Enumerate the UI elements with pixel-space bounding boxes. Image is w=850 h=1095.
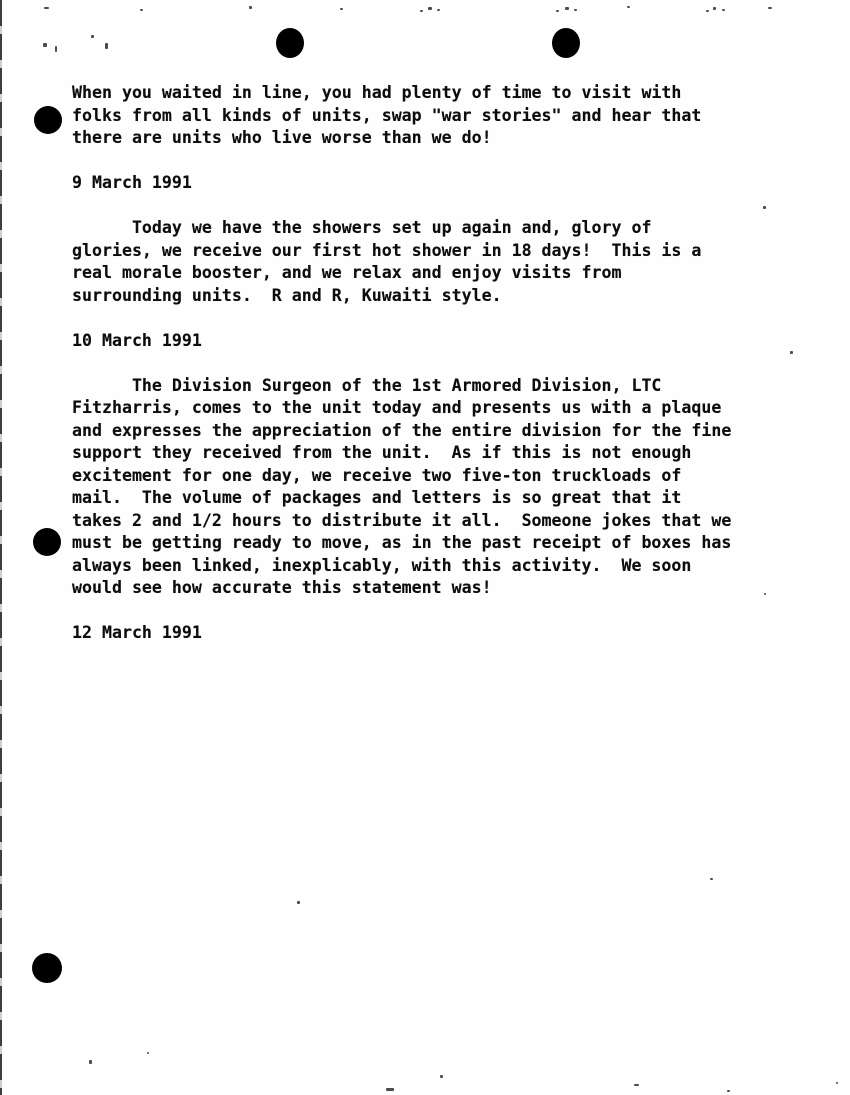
scan-speck (634, 1084, 639, 1086)
scan-speck (722, 9, 725, 11)
text-line (72, 600, 772, 623)
scan-speck (440, 1075, 443, 1078)
hole-punch-dot (33, 528, 61, 556)
text-line: and expresses the appreciation of the entire division for the fine (72, 420, 732, 440)
scan-speck (763, 206, 766, 209)
hole-punch-dot (34, 106, 62, 134)
text-line: excitement for one day, we receive two five-ton truckloads of (72, 465, 682, 485)
text-line: there are units who live worse than we do! (72, 128, 492, 147)
scan-speck (836, 1082, 838, 1084)
text-line (72, 150, 772, 173)
scan-speck (710, 878, 713, 880)
scan-speck (105, 43, 108, 49)
text-line: The Division Surgeon of the 1st Armored Division, LTC (72, 375, 662, 395)
text-line: surrounding units. R and R, Kuwaiti style. (72, 285, 502, 305)
text-line: When you waited in line, you had plenty of time to visit with (72, 83, 682, 102)
scan-speck (556, 10, 559, 12)
text-line: glories, we receive our first hot shower in 18 days! This is a (72, 240, 702, 260)
scan-speck (574, 9, 577, 11)
text-line: always been linked, inexplicably, with this activity. We soon (72, 555, 692, 575)
text-line: 9 March 1991 (72, 173, 192, 192)
scan-speck (147, 1052, 149, 1054)
hole-punch-dot (276, 28, 304, 58)
scan-speck (428, 7, 432, 10)
text-line: takes 2 and 1/2 hours to distribute it all. Someone jokes that we (72, 510, 732, 530)
scan-speck (91, 35, 94, 38)
text-line: would see how accurate this statement was! (72, 578, 492, 597)
text-line: Fitzharris, comes to the unit today and presents us with a plaque (72, 398, 722, 417)
scan-speck (297, 901, 300, 904)
scan-speck (437, 9, 440, 11)
text-line: mail. The volume of packages and letters is so great that it (72, 488, 682, 507)
scan-speck (627, 6, 630, 8)
text-line: 10 March 1991 (72, 330, 202, 350)
scan-speck (420, 10, 423, 12)
scan-speck (565, 7, 569, 10)
text-line: 12 March 1991 (72, 623, 202, 642)
scan-speck (249, 6, 252, 9)
scan-speck (706, 10, 709, 12)
scan-speck (727, 1090, 730, 1092)
scan-speck (89, 1060, 92, 1064)
scan-edge-line (0, 0, 2, 1095)
scan-speck (386, 1088, 394, 1091)
text-line (72, 195, 772, 218)
text-line: Today we have the showers set up again and, glory of (72, 218, 652, 237)
scan-speck (44, 7, 49, 9)
scan-speck (713, 7, 716, 10)
text-line: support they received from the unit. As if this is not enough (72, 443, 692, 462)
hole-punch-dot (552, 28, 580, 58)
text-line (72, 352, 772, 375)
hole-punch-dot (32, 953, 62, 983)
text-line: must be getting ready to move, as in the past receipt of boxes has (72, 533, 732, 552)
document-text (72, 82, 772, 645)
text-line: folks from all kinds of units, swap "war stories" and hear that (72, 105, 702, 125)
scan-speck (55, 46, 57, 52)
scan-speck (768, 7, 772, 9)
text-line (72, 307, 772, 330)
scan-speck (140, 9, 143, 11)
scan-speck (340, 8, 343, 10)
scan-speck (43, 43, 47, 47)
scan-speck (790, 351, 793, 354)
scan-speck (764, 593, 766, 595)
text-line: real morale booster, and we relax and enjoy visits from (72, 263, 622, 282)
